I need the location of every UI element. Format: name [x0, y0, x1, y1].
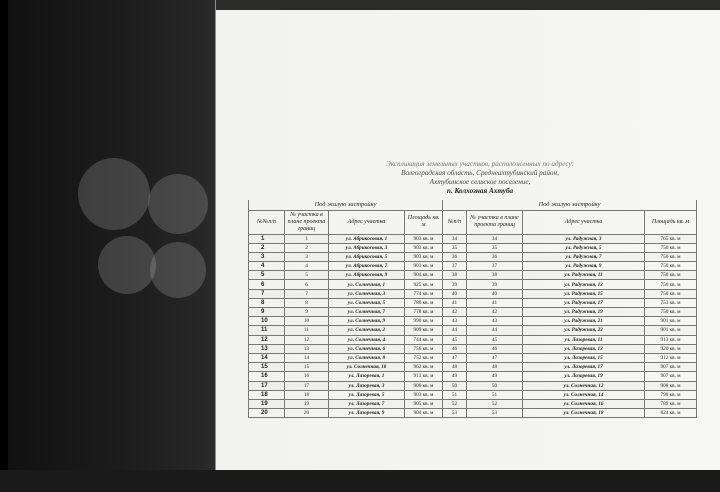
table-cell: 750 кв. м [645, 280, 697, 289]
table-cell: 52 [467, 399, 523, 408]
table-cell: 904 кв. м [405, 271, 443, 280]
table-cell: ул. Солнечная, 8 [329, 353, 405, 362]
table-cell: 11 [285, 326, 329, 335]
table-cell: 47 [443, 353, 467, 362]
header-num: №№п/п [249, 210, 285, 234]
table-cell: ул. Абрикосовая, 1 [329, 234, 405, 243]
table-row [249, 243, 697, 252]
table-cell: 44 [443, 326, 467, 335]
table-cell: ул. Лазоревая, 19 [523, 372, 645, 381]
scan-top-shadow [216, 0, 720, 10]
header-address: Адрес участка [329, 210, 405, 234]
table-cell: 15 [249, 363, 285, 372]
table-cell: ул. Абрикосовая, 3 [329, 243, 405, 252]
table-cell: ул. Лазоревая, 15 [523, 353, 645, 362]
table-cell: 17 [249, 381, 285, 390]
table-cell: 39 [443, 280, 467, 289]
table-cell: ул. Радужная, 17 [523, 298, 645, 307]
table-cell: 17 [285, 381, 329, 390]
table-cell: ул. Солнечная, 9 [329, 317, 405, 326]
table-cell: 16 [285, 372, 329, 381]
table-row [249, 335, 697, 344]
table-cell: 9 [285, 308, 329, 317]
table-cell: 750 кв. м [645, 252, 697, 261]
table-row [249, 353, 697, 362]
table-cell: 7 [285, 289, 329, 298]
table-cell: ул. Солнечная, 4 [329, 335, 405, 344]
table-cell: 49 [467, 372, 523, 381]
table-cell: 8 [249, 298, 285, 307]
table-cell: 53 [467, 409, 523, 418]
table-cell: 913 кв. м [645, 335, 697, 344]
table-cell: 5 [249, 271, 285, 280]
table-cell: 909 кв. м [405, 326, 443, 335]
watermark-circle-icon [148, 174, 208, 234]
table-row [249, 280, 697, 289]
table-cell: 903 кв. м [405, 243, 443, 252]
table-cell: 13 [285, 344, 329, 353]
table-cell: ул. Солнечная, 12 [523, 381, 645, 390]
table-cell: 37 [467, 262, 523, 271]
table-row [249, 262, 697, 271]
title-line-2: Волгоградская область, Среднеахтубинский район, [401, 169, 559, 177]
table-cell: 45 [443, 335, 467, 344]
table-row [249, 372, 697, 381]
table-cell: 47 [467, 353, 523, 362]
table-cell: ул. Радужная, 11 [523, 271, 645, 280]
title-line-3: Ахтубинское сельское поселение, [429, 178, 531, 186]
table-cell: ул. Радужная, 19 [523, 308, 645, 317]
table-cell: 6 [285, 280, 329, 289]
scan-dark-edge [0, 0, 8, 492]
table-cell: 903 кв. м [405, 390, 443, 399]
table-cell: 790 кв. м [645, 390, 697, 399]
table-cell: 15 [285, 363, 329, 372]
table-cell: ул. Лазоревая, 11 [523, 335, 645, 344]
table-cell: 40 [467, 289, 523, 298]
table-cell: 46 [443, 344, 467, 353]
table-cell: 48 [467, 363, 523, 372]
table-cell: 4 [285, 262, 329, 271]
table-cell: 744 кв. м [405, 335, 443, 344]
table-cell: 49 [443, 372, 467, 381]
table-cell: 750 кв. м [645, 308, 697, 317]
table-cell: 16 [249, 372, 285, 381]
table-cell: 903 кв. м [405, 262, 443, 271]
table-row [249, 381, 697, 390]
table-cell: 14 [285, 353, 329, 362]
table-row [249, 298, 697, 307]
table-row [249, 326, 697, 335]
table-cell: 824 кв. м [645, 409, 697, 418]
table-row [249, 409, 697, 418]
table-cell: 48 [443, 363, 467, 372]
table-cell: 51 [467, 390, 523, 399]
table-cell: 903 кв. м [405, 252, 443, 261]
table-cell: 36 [467, 252, 523, 261]
table-row [249, 308, 697, 317]
plots-table [248, 200, 697, 418]
table-cell: ул. Радужная, 9 [523, 262, 645, 271]
group-header-left: Под жилую застройку [249, 200, 443, 210]
table-cell: 750 кв. м [645, 243, 697, 252]
table-row [249, 344, 697, 353]
table-cell: 7 [249, 289, 285, 298]
table-cell: 901 кв. м [645, 317, 697, 326]
table-cell: ул. Лазоревая, 3 [329, 381, 405, 390]
table-cell: 11 [249, 326, 285, 335]
table-cell: 903 кв. м [405, 234, 443, 243]
table-cell: 12 [249, 335, 285, 344]
document-title [330, 160, 630, 196]
table-cell: ул. Радужная, 13 [523, 280, 645, 289]
table-cell: ул. Солнечная, 6 [329, 344, 405, 353]
table-cell: 3 [285, 252, 329, 261]
table-cell: 9 [249, 308, 285, 317]
table-cell: 913 кв. м [405, 372, 443, 381]
header-area: Площадь кв. м [405, 210, 443, 234]
table-cell: 752 кв. м [405, 353, 443, 362]
table-cell: 34 [443, 234, 467, 243]
table-cell: 912 кв. м [645, 353, 697, 362]
table-cell: 45 [467, 335, 523, 344]
scan-bottom-shadow [0, 470, 720, 492]
table-cell: ул. Лазоревая, 13 [523, 344, 645, 353]
table-cell: 46 [467, 344, 523, 353]
table-cell: 39 [467, 280, 523, 289]
table-cell: 20 [249, 409, 285, 418]
table-cell: 908 кв. м [645, 381, 697, 390]
table-cell: 53 [443, 409, 467, 418]
table-cell: 962 кв. м [405, 363, 443, 372]
table-cell: 19 [285, 399, 329, 408]
table-cell: 37 [443, 262, 467, 271]
watermark-circle-icon [98, 236, 156, 294]
table-cell: 904 кв. м [405, 409, 443, 418]
table-row [249, 317, 697, 326]
table-cell: 10 [249, 317, 285, 326]
table-cell: ул. Солнечная, 10 [329, 363, 405, 372]
table-cell: 35 [467, 243, 523, 252]
table-cell: 780 кв. м [405, 298, 443, 307]
table-cell: 36 [443, 252, 467, 261]
table-cell: 43 [443, 317, 467, 326]
table-cell: 50 [467, 381, 523, 390]
table-row [249, 363, 697, 372]
table-cell: 51 [443, 390, 467, 399]
table-cell: ул. Солнечная, 3 [329, 289, 405, 298]
table-cell: 990 кв. м [405, 317, 443, 326]
table-row [249, 271, 697, 280]
table-cell: ул. Солнечная, 16 [523, 399, 645, 408]
table-cell: 6 [249, 280, 285, 289]
group-header-right: Под жилую застройку [443, 200, 697, 210]
table-cell: 905 кв. м [405, 399, 443, 408]
table-cell: ул. Абрикосовая, 5 [329, 252, 405, 261]
table-cell: ул. Солнечная, 18 [523, 409, 645, 418]
table-cell: 3 [249, 252, 285, 261]
table-cell: 1 [249, 234, 285, 243]
table-cell: 750 кв. м [645, 262, 697, 271]
table-cell: 38 [443, 271, 467, 280]
table-row [249, 234, 697, 243]
table-cell: 38 [467, 271, 523, 280]
table-row [249, 399, 697, 408]
table-cell: 13 [249, 344, 285, 353]
table-cell: ул. Солнечная, 14 [523, 390, 645, 399]
table-cell: 35 [443, 243, 467, 252]
table-cell: ул. Лазоревая, 5 [329, 390, 405, 399]
header-area-2: Площадь кв. м [645, 210, 697, 234]
table-cell: ул. Лазоревая, 1 [329, 372, 405, 381]
header-address-2: Адрес участка [523, 210, 645, 234]
table-cell: ул. Радужная, 21 [523, 317, 645, 326]
table-cell: 12 [285, 335, 329, 344]
table-cell: ул. Радужная, 3 [523, 234, 645, 243]
table-cell: ул. Лазоревая, 7 [329, 399, 405, 408]
table-cell: ул. Радужная, 5 [523, 243, 645, 252]
table-cell: 789 кв. м [645, 399, 697, 408]
table-cell: 750 кв. м [645, 271, 697, 280]
table-cell: 8 [285, 298, 329, 307]
table-cell: 41 [443, 298, 467, 307]
table-cell: 20 [285, 409, 329, 418]
table-cell: 756 кв. м [405, 344, 443, 353]
table-cell: 1 [285, 234, 329, 243]
table-cell: ул. Радужная, 23 [523, 326, 645, 335]
table-cell: 778 кв. м [405, 308, 443, 317]
table-cell: 750 кв. м [645, 289, 697, 298]
table-cell: 10 [285, 317, 329, 326]
table-row [249, 252, 697, 261]
table-cell: 753 кв. м [645, 298, 697, 307]
watermark-circle-icon [78, 158, 150, 230]
header-num-2: №п/п [443, 210, 467, 234]
header-plot-no-2: № участка в плане проекта границ [467, 210, 523, 234]
table-cell: ул. Солнечная, 7 [329, 308, 405, 317]
table-cell: ул. Лазоревая, 17 [523, 363, 645, 372]
table-cell: 18 [285, 390, 329, 399]
table-cell: 765 кв. м [645, 234, 697, 243]
table-cell: 42 [467, 308, 523, 317]
table-cell: 2 [249, 243, 285, 252]
table-cell: 4 [249, 262, 285, 271]
table-cell: ул. Солнечная, 5 [329, 298, 405, 307]
table-cell: ул. Лазоревая, 9 [329, 409, 405, 418]
header-plot-no: № участка в плане проекта границ [285, 210, 329, 234]
table-cell: 925 кв. м [405, 280, 443, 289]
table-cell: 43 [467, 317, 523, 326]
watermark-circle-icon [150, 242, 206, 298]
table-cell: ул. Радужная, 15 [523, 289, 645, 298]
table-row [249, 289, 697, 298]
table-row [249, 390, 697, 399]
table-cell: ул. Радужная, 7 [523, 252, 645, 261]
table-cell: 18 [249, 390, 285, 399]
table-cell: 50 [443, 381, 467, 390]
table-cell: 42 [443, 308, 467, 317]
title-line-4: п. Колхозная Ахтуба [446, 187, 514, 195]
table-cell: 44 [467, 326, 523, 335]
table-cell: 774 кв. м [405, 289, 443, 298]
title-line-1: Экспликация земельных участков, расположенных по адресу: [386, 160, 574, 168]
table-cell: ул. Солнечная, 1 [329, 280, 405, 289]
table-cell: 19 [249, 399, 285, 408]
table-cell: 52 [443, 399, 467, 408]
table-cell: 41 [467, 298, 523, 307]
table-cell: ул. Абрикосовая, 9 [329, 271, 405, 280]
table-cell: 901 кв. м [645, 326, 697, 335]
table-cell: 14 [249, 353, 285, 362]
table-cell: 920 кв. м [645, 344, 697, 353]
table-cell: 906 кв. м [405, 381, 443, 390]
table-cell: 907 кв. м [645, 372, 697, 381]
table-cell: ул. Солнечная, 2 [329, 326, 405, 335]
table-cell: 40 [443, 289, 467, 298]
table-cell: ул. Абрикосовая, 7 [329, 262, 405, 271]
table-cell: 2 [285, 243, 329, 252]
table-cell: 34 [467, 234, 523, 243]
table-cell: 5 [285, 271, 329, 280]
table-cell: 907 кв. м [645, 363, 697, 372]
